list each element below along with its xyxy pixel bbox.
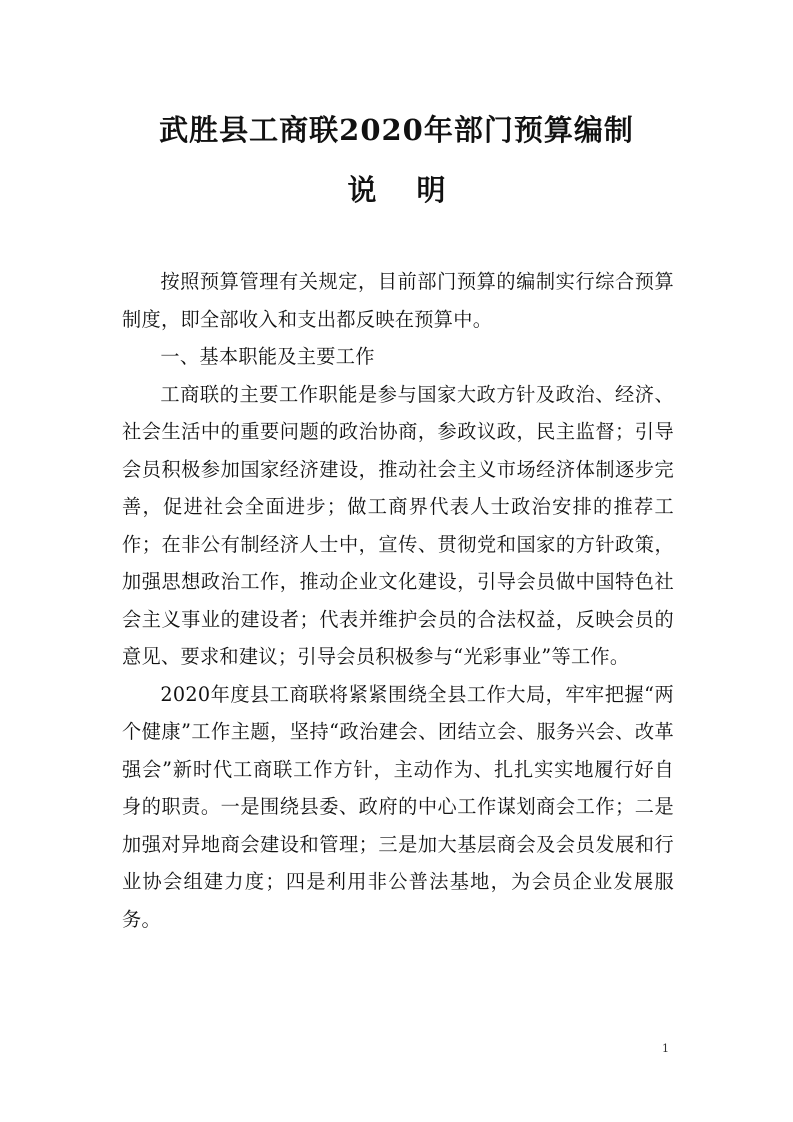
document-subtitle: 说明	[347, 173, 486, 207]
intro-paragraph: 按照预算管理有关规定，目前部门预算的编制实行综合预算制度，即全部收入和支出都反映在预算中。	[122, 270, 674, 331]
functions-paragraph: 工商联的主要工作职能是参与国家大政方针及政治、经济、社会生活中的重要问题的政治协商，参政议政，民主监督；引导会员积极参加国家经济建设，推动社会主义市场经济体制逐步完善，促进社会全面进步；做工商界代表人士政治安排的推荐工作；在非公有制经济人士中，宣传、贯彻党和国家的方针政策，加强思想政治工作，推动企业文化建设，引导会员做中国特色社会主义事业的建设者；代表并维护会员的合法权益，反映会员的意见、要求和建议；引导会员积极参与“光彩事业”等工作。	[122, 382, 674, 668]
document-body	[122, 263, 674, 938]
document-title: 武胜县工商联2020年部门预算编制	[159, 113, 634, 147]
section-heading: 一、基本职能及主要工作	[160, 345, 375, 368]
page-number: 1	[662, 1042, 669, 1055]
work-plan-paragraph: 2020年度县工商联将紧紧围绕全县工作大局，牢牢把握“两个健康”工作主题，坚持“政治建会、团结立会、服务兴会、改革强会”新时代工商联工作方针，主动作为、扎扎实实地履行好自身的职责。一是围绕县委、政府的中心工作谋划商会工作；二是加强对异地商会建设和管理；三是加大基层商会及会员发展和行业协会组建力度；四是利用非公普法基地，为会员企业发展服务。	[122, 682, 674, 931]
